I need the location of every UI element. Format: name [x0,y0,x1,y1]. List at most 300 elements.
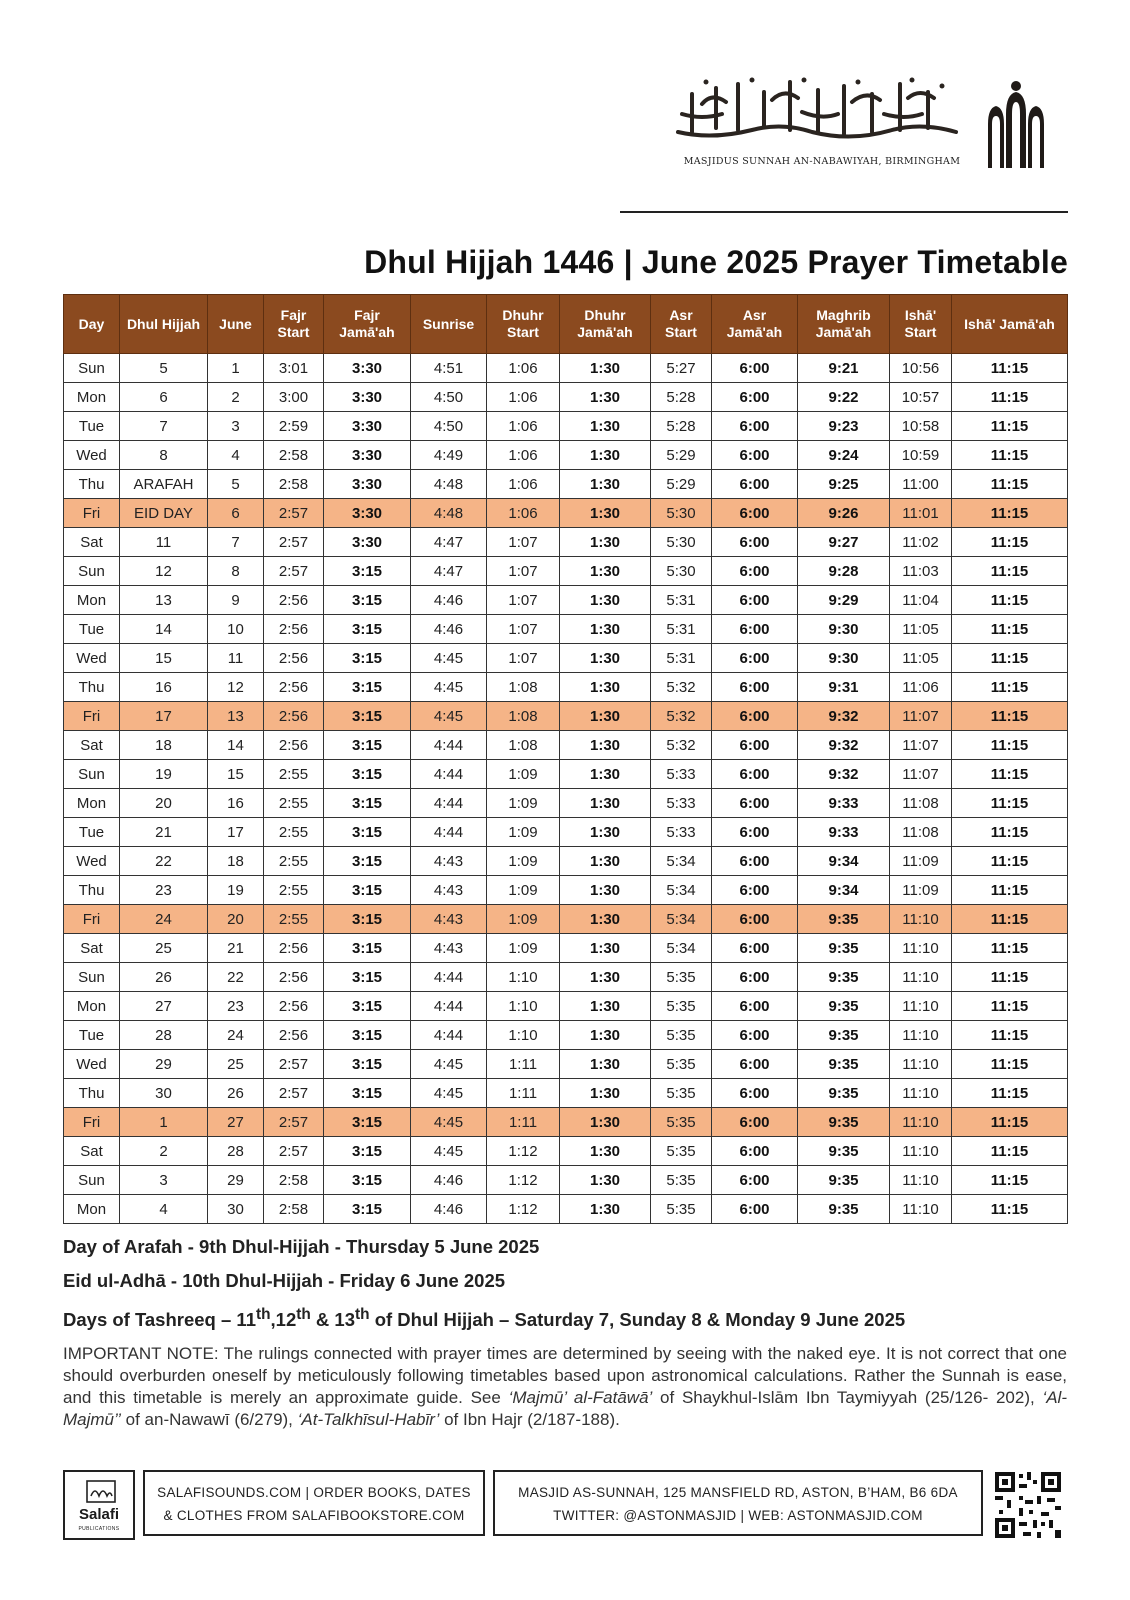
cell-dhul-hijjah: 5 [120,354,208,383]
cell-asr-jamaah: 6:00 [712,1079,798,1108]
cell-day: Tue [64,818,120,847]
cell-dhul-hijjah: 17 [120,702,208,731]
table-row [64,557,1068,586]
cell-isha-jamaah: 11:15 [952,847,1068,876]
cell-fajr-jamaah: 3:30 [324,470,411,499]
cell-asr-start: 5:35 [651,1079,712,1108]
cell-asr-jamaah: 6:00 [712,992,798,1021]
col-header-dhuhr-jamaah: Dhuhr Jamā'ah [560,295,651,354]
notes-section [63,1236,1067,1431]
cell-sunrise: 4:44 [411,1021,487,1050]
cell-june: 2 [208,383,264,412]
cell-fajr-start: 2:55 [264,789,324,818]
cell-asr-start: 5:28 [651,412,712,441]
cell-dhuhr-jamaah: 1:30 [560,644,651,673]
cell-day: Fri [64,905,120,934]
table-row [64,818,1068,847]
cell-day: Thu [64,1079,120,1108]
cell-isha-start: 11:09 [890,876,952,905]
cell-dhuhr-start: 1:10 [487,963,560,992]
tashreeq-text-a: Days of Tashreeq – 11 [63,1309,256,1331]
cell-june: 7 [208,528,264,557]
cell-isha-start: 11:10 [890,1079,952,1108]
cell-dhuhr-start: 1:07 [487,615,560,644]
cell-fajr-start: 3:01 [264,354,324,383]
cell-dhul-hijjah: 14 [120,615,208,644]
cell-asr-start: 5:30 [651,528,712,557]
cell-asr-jamaah: 6:00 [712,673,798,702]
cell-fajr-start: 2:57 [264,1108,324,1137]
masjid-name: MASJIDUS SUNNAH AN-NABAWIYAH, BIRMINGHAM [683,156,961,167]
cell-asr-jamaah: 6:00 [712,1195,798,1224]
cell-asr-start: 5:32 [651,673,712,702]
cell-dhul-hijjah: 19 [120,760,208,789]
cell-dhul-hijjah: 23 [120,876,208,905]
col-header-fajr-jamaah: Fajr Jamā'ah [324,295,411,354]
cell-isha-start: 11:08 [890,818,952,847]
cell-dhuhr-jamaah: 1:30 [560,789,651,818]
cell-sunrise: 4:45 [411,702,487,731]
table-row [64,644,1068,673]
cell-dhul-hijjah: 24 [120,905,208,934]
cell-asr-start: 5:31 [651,644,712,673]
table-row [64,963,1068,992]
cell-sunrise: 4:48 [411,470,487,499]
cell-isha-jamaah: 11:15 [952,934,1068,963]
cell-dhul-hijjah: 28 [120,1021,208,1050]
cell-day: Sun [64,354,120,383]
cell-isha-start: 11:10 [890,934,952,963]
cell-isha-start: 11:06 [890,673,952,702]
cell-isha-start: 11:03 [890,557,952,586]
cell-isha-jamaah: 11:15 [952,702,1068,731]
cell-dhuhr-jamaah: 1:30 [560,702,651,731]
cell-dhuhr-start: 1:06 [487,412,560,441]
cell-june: 17 [208,818,264,847]
cell-asr-jamaah: 6:00 [712,905,798,934]
cell-dhuhr-jamaah: 1:30 [560,383,651,412]
cell-june: 14 [208,731,264,760]
cell-day: Sat [64,731,120,760]
cell-fajr-start: 2:56 [264,586,324,615]
cell-asr-jamaah: 6:00 [712,760,798,789]
cell-fajr-start: 2:55 [264,905,324,934]
table-row [64,528,1068,557]
cell-asr-start: 5:34 [651,876,712,905]
table-row [64,731,1068,760]
cell-isha-start: 10:57 [890,383,952,412]
cell-isha-jamaah: 11:15 [952,1108,1068,1137]
cell-fajr-start: 2:57 [264,528,324,557]
cell-fajr-start: 2:56 [264,702,324,731]
cell-asr-jamaah: 6:00 [712,499,798,528]
cell-dhuhr-jamaah: 1:30 [560,412,651,441]
cell-asr-jamaah: 6:00 [712,963,798,992]
cell-june: 27 [208,1108,264,1137]
cell-june: 28 [208,1137,264,1166]
cell-day: Fri [64,702,120,731]
cell-sunrise: 4:43 [411,905,487,934]
cell-dhul-hijjah: 21 [120,818,208,847]
cell-isha-jamaah: 11:15 [952,1166,1068,1195]
cell-isha-jamaah: 11:15 [952,992,1068,1021]
cell-asr-start: 5:29 [651,441,712,470]
cell-dhuhr-jamaah: 1:30 [560,760,651,789]
cell-day: Mon [64,1195,120,1224]
cell-dhuhr-jamaah: 1:30 [560,934,651,963]
cell-asr-jamaah: 6:00 [712,876,798,905]
cell-day: Tue [64,615,120,644]
cell-isha-jamaah: 11:15 [952,963,1068,992]
cell-asr-start: 5:35 [651,1021,712,1050]
cell-maghrib-jamaah: 9:32 [798,731,890,760]
cell-isha-jamaah: 11:15 [952,1050,1068,1079]
cell-dhuhr-start: 1:06 [487,470,560,499]
cell-isha-jamaah: 11:15 [952,1021,1068,1050]
cell-dhul-hijjah: 30 [120,1079,208,1108]
salafi-sub: PUBLICATIONS [78,1526,120,1532]
cell-dhul-hijjah: 20 [120,789,208,818]
cell-asr-jamaah: 6:00 [712,557,798,586]
cell-dhuhr-start: 1:09 [487,818,560,847]
arafah-note: Day of Arafah - 9th Dhul-Hijjah - Thursday 5 June 2025 [63,1236,540,1257]
cell-dhuhr-start: 1:12 [487,1137,560,1166]
cell-fajr-start: 2:56 [264,992,324,1021]
cell-asr-start: 5:27 [651,354,712,383]
cell-fajr-start: 2:55 [264,760,324,789]
cell-asr-start: 5:29 [651,470,712,499]
cell-dhuhr-jamaah: 1:30 [560,1137,651,1166]
table-row [64,354,1068,383]
cell-dhuhr-start: 1:12 [487,1195,560,1224]
cell-fajr-jamaah: 3:15 [324,1137,411,1166]
cell-dhul-hijjah: 2 [120,1137,208,1166]
cell-june: 4 [208,441,264,470]
cell-june: 19 [208,876,264,905]
cell-fajr-jamaah: 3:30 [324,441,411,470]
col-header-isha-jamaah: Ishā' Jamā'ah [952,295,1068,354]
cell-fajr-start: 2:55 [264,818,324,847]
cell-dhuhr-start: 1:09 [487,760,560,789]
cell-dhul-hijjah: EID DAY [120,499,208,528]
cell-sunrise: 4:44 [411,818,487,847]
cell-dhul-hijjah: 22 [120,847,208,876]
cell-fajr-jamaah: 3:30 [324,354,411,383]
cell-maghrib-jamaah: 9:22 [798,383,890,412]
cell-maghrib-jamaah: 9:35 [798,1195,890,1224]
cell-dhuhr-jamaah: 1:30 [560,1021,651,1050]
cell-fajr-start: 2:58 [264,1166,324,1195]
cell-june: 18 [208,847,264,876]
cell-day: Wed [64,1050,120,1079]
cell-fajr-jamaah: 3:30 [324,383,411,412]
cell-maghrib-jamaah: 9:29 [798,586,890,615]
page-title: Dhul Hijjah 1446 | June 2025 Prayer Timetable [364,244,1068,280]
cell-isha-start: 11:10 [890,963,952,992]
table-row-friday [64,1108,1068,1137]
cell-day: Wed [64,644,120,673]
cell-dhuhr-jamaah: 1:30 [560,615,651,644]
cell-dhul-hijjah: 18 [120,731,208,760]
cell-asr-start: 5:28 [651,383,712,412]
table-row [64,992,1068,1021]
cell-june: 21 [208,934,264,963]
timetable-body [64,354,1068,1224]
cell-asr-start: 5:32 [651,702,712,731]
cell-asr-start: 5:34 [651,905,712,934]
cell-dhuhr-start: 1:07 [487,528,560,557]
cell-maghrib-jamaah: 9:35 [798,905,890,934]
cell-fajr-start: 2:56 [264,1021,324,1050]
table-row [64,383,1068,412]
cell-june: 6 [208,499,264,528]
cell-isha-jamaah: 11:15 [952,905,1068,934]
cell-isha-start: 11:10 [890,1108,952,1137]
cell-sunrise: 4:45 [411,1108,487,1137]
cell-dhul-hijjah: 16 [120,673,208,702]
cell-sunrise: 4:43 [411,876,487,905]
cell-fajr-start: 2:59 [264,412,324,441]
footer-store-line-2: & CLOTHES FROM SALAFIBOOKSTORE.COM [163,1508,465,1523]
cell-day: Mon [64,992,120,1021]
table-row [64,876,1068,905]
cell-fajr-jamaah: 3:15 [324,1195,411,1224]
important-note-text-1: IMPORTANT NOTE: The rulings connected with prayer times are determined by seeing with the naked eye. It is not correct that one should overburden oneself by meticulously following timetables based upon astronomical calculations. Rather the Sunnah is ease, and this timetable is merely an approximate guide. See [63,1344,1067,1408]
col-header-fajr-start: Fajr Start [264,295,324,354]
cell-dhuhr-start: 1:07 [487,557,560,586]
table-row [64,412,1068,441]
cell-maghrib-jamaah: 9:34 [798,847,890,876]
header-divider [620,211,1068,213]
cell-asr-jamaah: 6:00 [712,383,798,412]
cell-day: Mon [64,586,120,615]
table-row [64,1050,1068,1079]
table-row [64,615,1068,644]
cell-maghrib-jamaah: 9:35 [798,1021,890,1050]
cell-fajr-start: 2:57 [264,557,324,586]
table-row [64,673,1068,702]
cell-fajr-jamaah: 3:15 [324,818,411,847]
qr-code-icon[interactable] [993,1470,1063,1540]
cell-asr-jamaah: 6:00 [712,615,798,644]
cell-dhuhr-jamaah: 1:30 [560,557,651,586]
cell-dhul-hijjah: 7 [120,412,208,441]
cell-june: 25 [208,1050,264,1079]
cell-day: Fri [64,499,120,528]
cell-maghrib-jamaah: 9:25 [798,470,890,499]
tashreeq-sup-1: th [255,1306,271,1323]
cell-asr-start: 5:35 [651,963,712,992]
cell-dhuhr-start: 1:06 [487,383,560,412]
cell-dhul-hijjah: 11 [120,528,208,557]
cell-dhuhr-jamaah: 1:30 [560,354,651,383]
cell-fajr-jamaah: 3:30 [324,528,411,557]
cell-june: 5 [208,470,264,499]
cell-asr-start: 5:34 [651,934,712,963]
cell-sunrise: 4:50 [411,383,487,412]
cell-asr-jamaah: 6:00 [712,586,798,615]
cell-dhuhr-jamaah: 1:30 [560,963,651,992]
cell-isha-start: 11:08 [890,789,952,818]
cell-june: 3 [208,412,264,441]
cell-dhul-hijjah: 1 [120,1108,208,1137]
cell-asr-start: 5:35 [651,1137,712,1166]
cell-isha-jamaah: 11:15 [952,615,1068,644]
cell-fajr-start: 2:56 [264,673,324,702]
cell-june: 1 [208,354,264,383]
col-header-isha-start: Ishā' Start [890,295,952,354]
cell-sunrise: 4:45 [411,1050,487,1079]
cell-day: Fri [64,1108,120,1137]
cell-maghrib-jamaah: 9:27 [798,528,890,557]
footer-address-line-1: MASJID AS-SUNNAH, 125 MANSFIELD RD, ASTON, B’HAM, B6 6DA [518,1485,958,1500]
table-row [64,789,1068,818]
cell-day: Wed [64,847,120,876]
cell-asr-jamaah: 6:00 [712,412,798,441]
cell-day: Tue [64,412,120,441]
col-header-dhul-hijjah: Dhul Hijjah [120,295,208,354]
cell-asr-jamaah: 6:00 [712,470,798,499]
cell-asr-start: 5:35 [651,1166,712,1195]
cell-maghrib-jamaah: 9:33 [798,789,890,818]
cell-fajr-jamaah: 3:15 [324,847,411,876]
cell-sunrise: 4:51 [411,354,487,383]
cell-isha-start: 11:10 [890,1137,952,1166]
col-header-asr-jamaah: Asr Jamā'ah [712,295,798,354]
cell-sunrise: 4:43 [411,934,487,963]
cell-day: Wed [64,441,120,470]
cell-fajr-start: 2:58 [264,1195,324,1224]
table-row [64,586,1068,615]
cell-asr-start: 5:35 [651,1050,712,1079]
cell-maghrib-jamaah: 9:35 [798,963,890,992]
table-row [64,1137,1068,1166]
cell-fajr-jamaah: 3:15 [324,905,411,934]
cell-maghrib-jamaah: 9:35 [798,934,890,963]
cell-maghrib-jamaah: 9:26 [798,499,890,528]
cell-maghrib-jamaah: 9:35 [798,1079,890,1108]
salafi-publications-logo [63,1470,135,1540]
cell-sunrise: 4:49 [411,441,487,470]
eid-note: Eid ul-Adhā - 10th Dhul-Hijjah - Friday 6 June 2025 [63,1270,506,1291]
cell-isha-start: 10:56 [890,354,952,383]
cell-maghrib-jamaah: 9:32 [798,702,890,731]
cell-isha-start: 11:07 [890,731,952,760]
cell-isha-jamaah: 11:15 [952,789,1068,818]
cell-asr-start: 5:35 [651,992,712,1021]
table-row-friday [64,702,1068,731]
table-row [64,1079,1068,1108]
cell-dhul-hijjah: 8 [120,441,208,470]
important-note-text-4: of Ibn Hajr (2/187-188). [439,1410,620,1430]
cell-june: 29 [208,1166,264,1195]
cell-dhuhr-jamaah: 1:30 [560,441,651,470]
tashreeq-text-d: of Dhul Hijjah – Saturday 7, Sunday 8 & Monday 9 June 2025 [369,1309,906,1331]
cell-fajr-start: 2:55 [264,847,324,876]
reference-talkhis: ‘At-Talkhīsul-Habīr’ [297,1410,440,1430]
cell-isha-start: 11:10 [890,1050,952,1079]
cell-sunrise: 4:48 [411,499,487,528]
cell-asr-start: 5:33 [651,760,712,789]
cell-maghrib-jamaah: 9:35 [798,992,890,1021]
cell-dhuhr-start: 1:06 [487,354,560,383]
cell-asr-start: 5:34 [651,847,712,876]
cell-asr-jamaah: 6:00 [712,1050,798,1079]
cell-day: Sat [64,934,120,963]
cell-dhul-hijjah: 4 [120,1195,208,1224]
cell-june: 23 [208,992,264,1021]
cell-isha-jamaah: 11:15 [952,818,1068,847]
cell-dhuhr-jamaah: 1:30 [560,1050,651,1079]
cell-dhuhr-start: 1:12 [487,1166,560,1195]
footer-address-line-2: TWITTER: @ASTONMASJID | WEB: ASTONMASJID.COM [553,1508,923,1523]
cell-asr-start: 5:33 [651,818,712,847]
tashreeq-sup-2: th [296,1306,311,1323]
cell-dhul-hijjah: 26 [120,963,208,992]
footer-store-box [143,1470,485,1536]
cell-fajr-jamaah: 3:15 [324,992,411,1021]
cell-day: Thu [64,470,120,499]
cell-sunrise: 4:50 [411,412,487,441]
cell-asr-start: 5:35 [651,1108,712,1137]
cell-fajr-start: 2:57 [264,1050,324,1079]
cell-isha-jamaah: 11:15 [952,760,1068,789]
cell-dhuhr-jamaah: 1:30 [560,847,651,876]
cell-isha-jamaah: 11:15 [952,499,1068,528]
cell-dhul-hijjah: 13 [120,586,208,615]
cell-sunrise: 4:43 [411,847,487,876]
cell-fajr-start: 2:57 [264,1137,324,1166]
cell-fajr-jamaah: 3:15 [324,876,411,905]
cell-dhuhr-jamaah: 1:30 [560,1108,651,1137]
table-row [64,760,1068,789]
cell-fajr-jamaah: 3:15 [324,702,411,731]
cell-isha-jamaah: 11:15 [952,557,1068,586]
table-row [64,934,1068,963]
cell-sunrise: 4:44 [411,992,487,1021]
cell-sunrise: 4:46 [411,586,487,615]
cell-isha-jamaah: 11:15 [952,412,1068,441]
cell-dhuhr-jamaah: 1:30 [560,586,651,615]
cell-june: 24 [208,1021,264,1050]
cell-june: 15 [208,760,264,789]
cell-sunrise: 4:44 [411,731,487,760]
cell-day: Mon [64,789,120,818]
col-header-asr-start: Asr Start [651,295,712,354]
cell-dhuhr-start: 1:06 [487,441,560,470]
cell-asr-jamaah: 6:00 [712,702,798,731]
cell-dhuhr-jamaah: 1:30 [560,528,651,557]
cell-isha-start: 11:04 [890,586,952,615]
cell-sunrise: 4:44 [411,760,487,789]
cell-isha-start: 11:09 [890,847,952,876]
table-row [64,1166,1068,1195]
cell-dhuhr-start: 1:09 [487,905,560,934]
cell-fajr-start: 2:55 [264,876,324,905]
cell-asr-start: 5:30 [651,499,712,528]
cell-dhuhr-jamaah: 1:30 [560,818,651,847]
cell-isha-start: 11:10 [890,992,952,1021]
table-row [64,1195,1068,1224]
cell-asr-start: 5:30 [651,557,712,586]
cell-isha-jamaah: 11:15 [952,1195,1068,1224]
col-header-day: Day [64,295,120,354]
cell-dhuhr-start: 1:11 [487,1050,560,1079]
cell-asr-start: 5:33 [651,789,712,818]
reference-majmu-fatawa: ‘Majmū’ al-Fatāwā’ [508,1388,653,1408]
cell-maghrib-jamaah: 9:35 [798,1166,890,1195]
cell-fajr-jamaah: 3:15 [324,760,411,789]
